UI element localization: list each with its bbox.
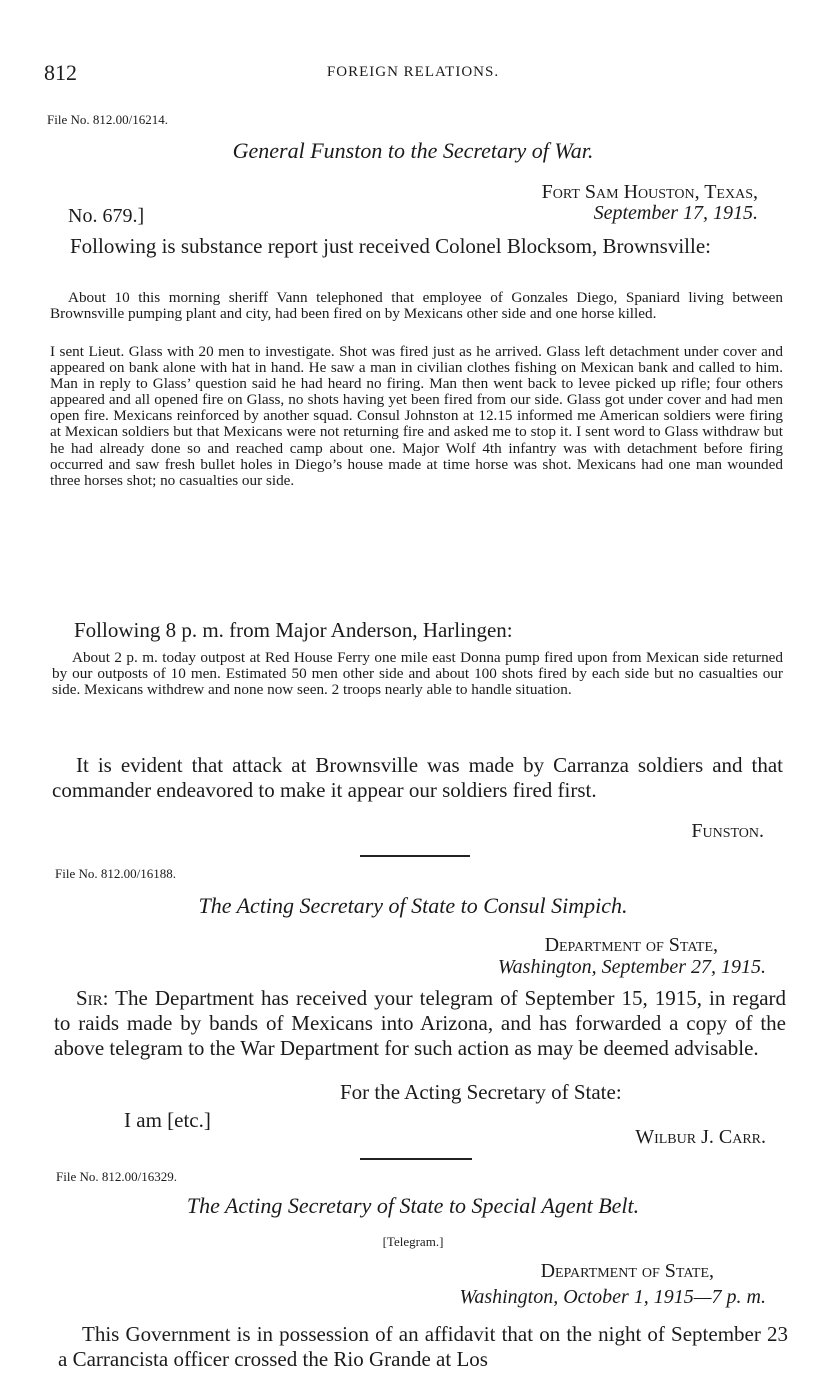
intro-paragraph: Following 8 p. m. from Major Anderson, Harlingen: xyxy=(74,618,513,642)
section-divider xyxy=(360,855,470,857)
salutation: Sir: xyxy=(76,986,109,1010)
file-number: File No. 812.00/16329. xyxy=(56,1169,177,1184)
signature: Funston. xyxy=(691,820,764,842)
report-paragraph: About 2 p. m. today outpost at Red House Ferry one mile east Donna pump fired upon from Mexican side returned by our outposts of 10 men. Estimated 50 men other side and about 100 shots fired by each side but no casualties our side. Mexicans withdrew and none now seen. 2 troops nearly able to handle situation. xyxy=(52,649,783,699)
document-title: The Acting Secretary of State to Special Agent Belt. xyxy=(186,1193,640,1218)
section-divider xyxy=(360,1158,472,1160)
signature: Wilbur J. Carr. xyxy=(635,1126,766,1148)
telegram-note: [Telegram.] xyxy=(382,1234,444,1249)
date-line: Washington, September 27, 1915. xyxy=(497,956,766,978)
document-number: No. 679.] xyxy=(68,205,145,227)
date-line: September 17, 1915. xyxy=(593,202,758,224)
file-number: File No. 812.00/16188. xyxy=(55,866,176,881)
date-line: Washington, October 1, 1915—7 p. m. xyxy=(459,1286,766,1308)
place-line: Fort Sam Houston, Texas, xyxy=(541,181,758,203)
document-title: General Funston to the Secretary of War. xyxy=(232,138,594,163)
page-number: 812 xyxy=(44,60,77,85)
intro-paragraph: Following is substance report just received Colonel Blocksom, Brownsville: xyxy=(70,234,712,258)
file-number: File No. 812.00/16214. xyxy=(47,112,168,127)
body-paragraph xyxy=(54,986,786,1061)
report-paragraph: I sent Lieut. Glass with 20 men to investigate. Shot was fired just as he arrived. Glass left detachment under cover and appeared on bank alone with hat in hand. He saw a man in civilian clothes fishing on Mexican bank and called to him. Man in reply to Glass’ question said he had heard no firing. Man then went back to levee picked up rifle; four others appeared and all opened fire on Glass, no shots having yet been fired from our side. Glass got under cover and had men open fire. Mexicans reinforced by another squad. Consul Johnston at 12.15 informed me American soldiers were firing at Mexican soldiers but that Mexicans were not returning fire and asked me to stop it. I sent word to Glass withdraw but he had already done so and reached camp about one. Major Wolf 4th infantry was with detachment before firing occurred and saw fresh bullet holes in Diego’s house made at time horse was shot. Mexicans had one man wounded three horses shot; no casualties our side. xyxy=(50,343,783,489)
place-line: Department of State, xyxy=(540,1260,714,1282)
body-paragraph: This Government is in possession of an affidavit that on the night of September 23 a Carrancista officer crossed the Rio Grande at Los xyxy=(58,1322,788,1371)
place-line: Department of State, xyxy=(544,934,718,956)
report-paragraph: About 10 this morning sheriff Vann telephoned that employee of Gonzales Diego, Spaniard living between Brownsville pumping plant and city, had been fired on by Mexicans other side and one horse killed. xyxy=(50,289,783,323)
running-title: FOREIGN RELATIONS. xyxy=(326,64,500,80)
conclusion-paragraph: It is evident that attack at Brownsville was made by Carranza soldiers and that commander endeavored to make it appear our soldiers fired first. xyxy=(52,753,783,802)
body-text: The Department has received your telegram of September 15, 1915, in regard to raids made by bands of Mexicans into Arizona, and has forwarded a copy of the above telegram to the War Department for such action as may be deemed advisable. xyxy=(54,986,787,1060)
closing: I am [etc.] xyxy=(124,1108,211,1132)
document-title: The Acting Secretary of State to Consul Simpich. xyxy=(198,893,628,918)
for-line: For the Acting Secretary of State: xyxy=(340,1080,622,1104)
